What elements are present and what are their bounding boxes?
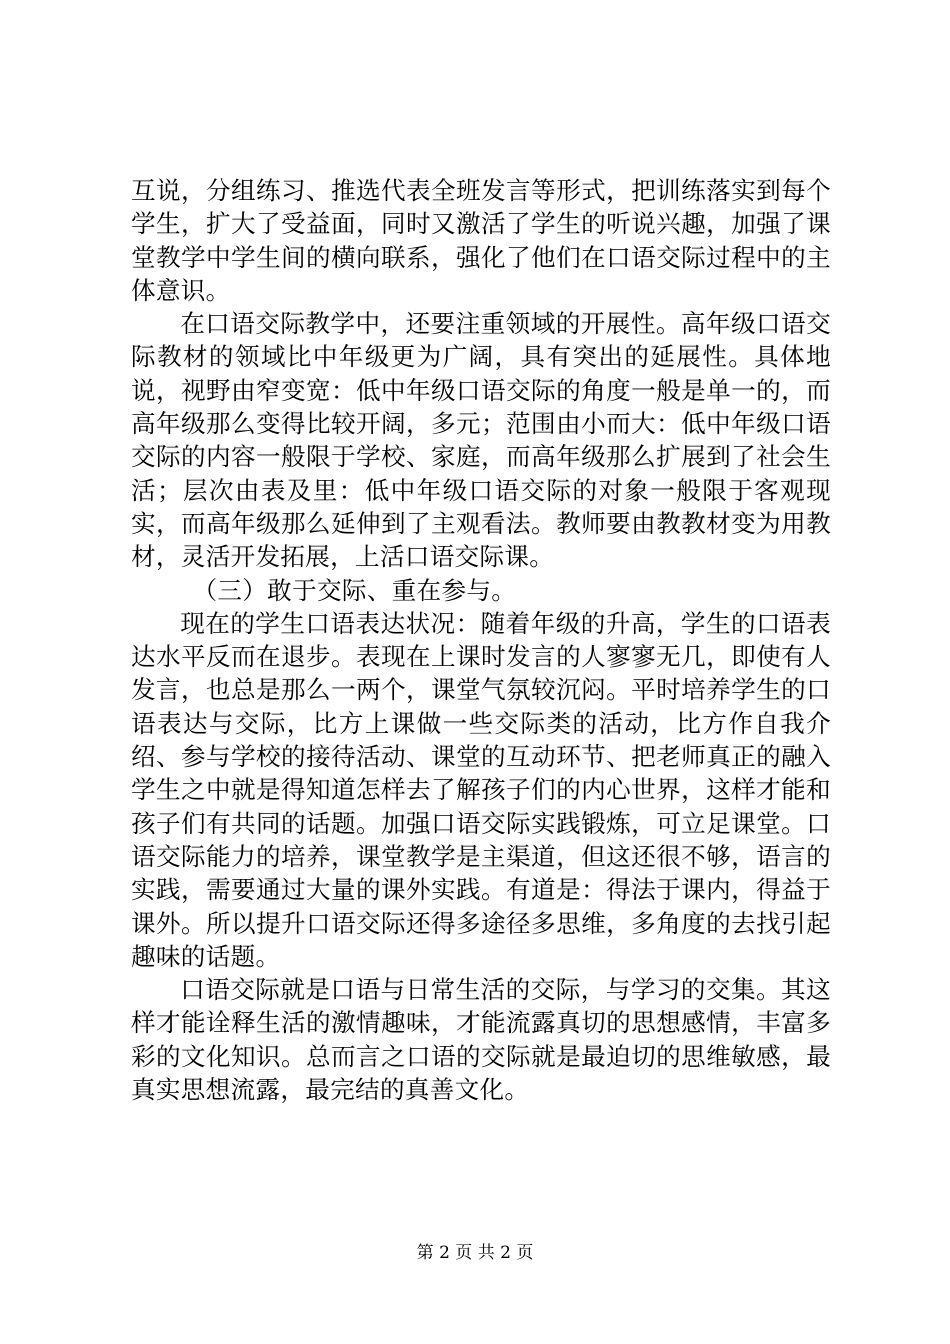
- paragraph-domain-expansion: 在口语交际教学中，还要注重领域的开展性。高年级口语交际教材的领域比中年级更为广阔，具有突出的延展性。具体地说，视野由窄变宽：低中年级口语交际的角度一般是单一的，而高年级那么变得比较开阔，多元；范围由小而大：低中年级口语交际的内容一般限于学校、家庭，而高年级那么扩展到了社会生活；层次由表及里：低中年级口语交际的对象一般限于客观现实，而高年级那么延伸到了主观看法。教师要由教教材变为用教材，灵活开发拓展，上活口语交际课。: [131, 309, 831, 572]
- paragraph-current-situation: 现在的学生口语表达状况：随着年级的升高，学生的口语表达水平反而在退步。表现在上课时发言的人寥寥无几，即使有人发言，也总是那么一两个，课堂气氛较沉闷。平时培养学生的口语表达与交际，比方上课做一些交际类的活动，比方作自我介绍、参与学校的接待活动、课堂的互动环节、把老师真正的融入学生之中就是得知道怎样去了解孩子们的内心世界，这样才能和孩子们有共同的话题。加强口语交际实践锻炼，可立足课堂。口语交际能力的培养，课堂教学是主渠道，但这还很不够，语言的实践，需要通过大量的课外实践。有道是：得法于课内，得益于课外。所以提升口语交际还得多途径多思维，多角度的去找引起趣味的话题。: [131, 608, 831, 971]
- paragraph-conclusion: 口语交际就是口语与日常生活的交际，与学习的交集。其这样才能诠释生活的激情趣味，才能流露真切的思想感情，丰富多彩的文化知识。总而言之口语的交际就是最迫切的思维敏感，最真实思想流露，最完结的真善文化。: [131, 975, 831, 1105]
- document-body: [131, 174, 831, 1106]
- page-number-footer: 第 2 页 共 2 页: [416, 1243, 534, 1263]
- paragraph-continuation: 互说，分组练习、推选代表全班发言等形式，把训练落实到每个学生，扩大了受益面，同时又激活了学生的听说兴趣，加强了课堂教学中学生间的横向联系，强化了他们在口语交际过程中的主体意识。: [131, 176, 831, 305]
- section-heading-three: （三）敢于交际、重在参与。: [192, 575, 517, 605]
